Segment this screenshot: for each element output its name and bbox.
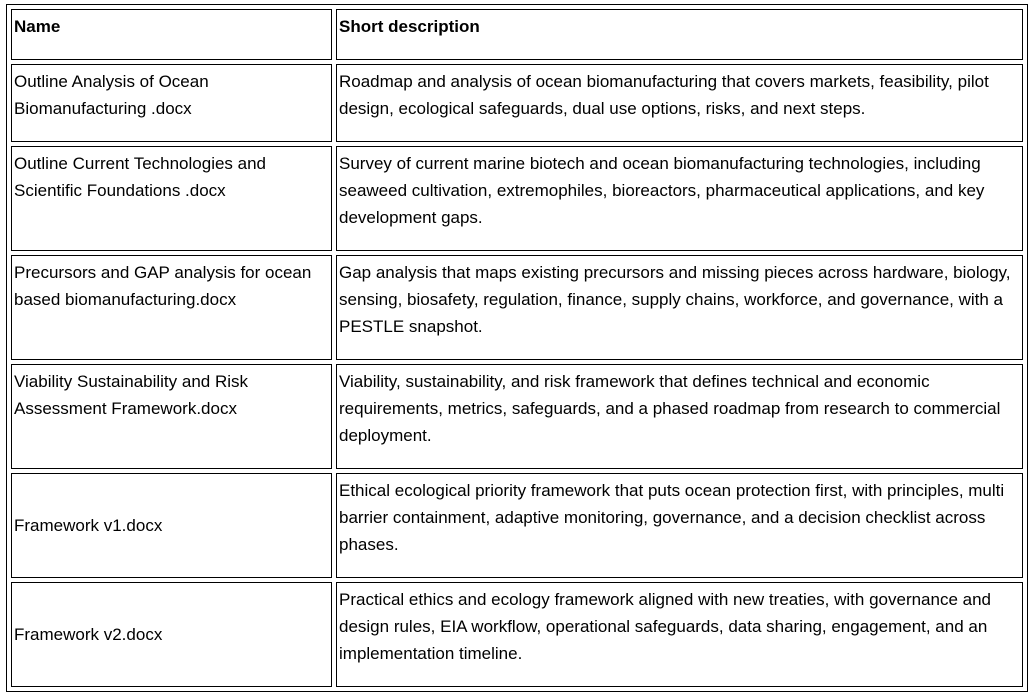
table-row xyxy=(11,582,1023,687)
file-name-cell: Outline Analysis of Ocean Biomanufacturing .docx xyxy=(11,64,332,142)
table-row xyxy=(11,146,1023,251)
documents-table xyxy=(6,4,1028,692)
description-cell: Practical ethics and ecology framework aligned with new treaties, with governance and design rules, EIA workflow, operational safeguards, data sharing, engagement, and an implementation timeline. xyxy=(336,582,1023,687)
table-row xyxy=(11,64,1023,142)
file-name-cell: Framework v2.docx xyxy=(11,582,332,687)
header-name: Name xyxy=(11,9,332,60)
header-short-description: Short description xyxy=(336,9,1023,60)
table-row xyxy=(11,364,1023,469)
description-cell: Viability, sustainability, and risk framework that defines technical and economic requirements, metrics, safeguards, and a phased roadmap from research to commercial deployment. xyxy=(336,364,1023,469)
description-cell: Ethical ecological priority framework that puts ocean protection first, with principles, multi barrier containment, adaptive monitoring, governance, and a decision checklist across phases. xyxy=(336,473,1023,578)
description-cell: Roadmap and analysis of ocean biomanufacturing that covers markets, feasibility, pilot design, ecological safeguards, dual use options, risks, and next steps. xyxy=(336,64,1023,142)
file-name-cell: Precursors and GAP analysis for ocean based biomanufacturing.docx xyxy=(11,255,332,360)
description-cell: Survey of current marine biotech and ocean biomanufacturing technologies, including seaweed cultivation, extremophiles, bioreactors, pharmaceutical applications, and key development gaps. xyxy=(336,146,1023,251)
file-name-cell: Framework v1.docx xyxy=(11,473,332,578)
file-name-cell: Viability Sustainability and Risk Assessment Framework.docx xyxy=(11,364,332,469)
description-cell: Gap analysis that maps existing precursors and missing pieces across hardware, biology, sensing, biosafety, regulation, finance, supply chains, workforce, and governance, with a PESTLE snapshot. xyxy=(336,255,1023,360)
table-row xyxy=(11,473,1023,578)
file-name-cell: Outline Current Technologies and Scientific Foundations .docx xyxy=(11,146,332,251)
table-header-row xyxy=(11,9,1023,60)
table-row xyxy=(11,255,1023,360)
